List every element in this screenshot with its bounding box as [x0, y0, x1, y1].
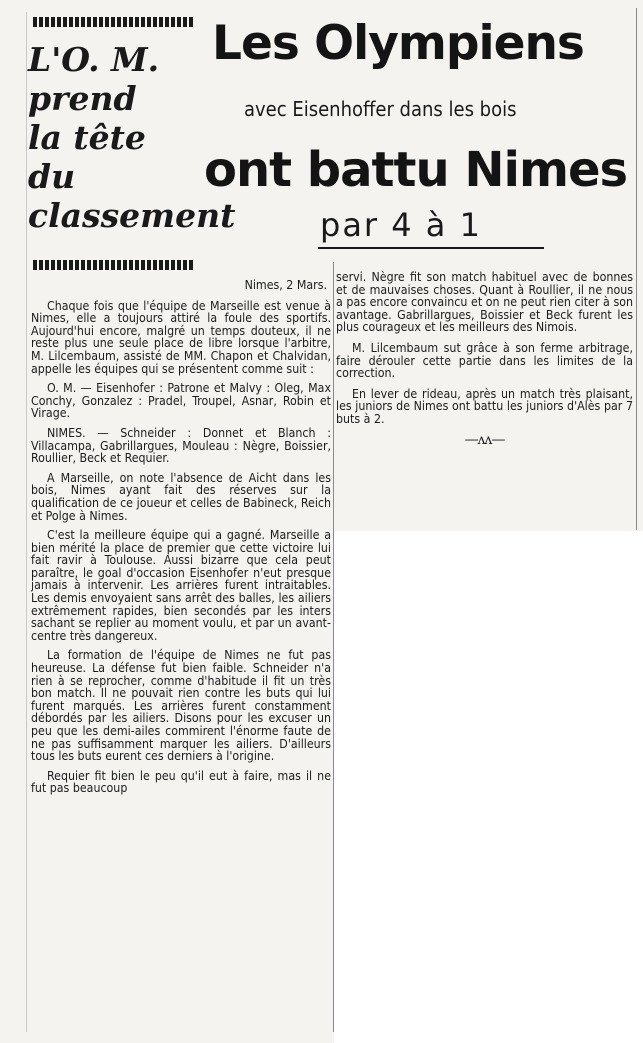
headline-subtitle: avec Eisenhoffer dans les bois — [244, 97, 517, 121]
article-column-right — [336, 271, 633, 446]
side-headline — [28, 40, 236, 235]
article-paragraph: La formation de l'équipe de Nimes ne fut pas heureuse. La défense fut bien faible. Schneider n'a rien à se reprocher, comme d'habitude il fit un très bon match. Il ne pouvait rien contre les buts qui lui furent marqués. Les arrières furent constamment débordés par les ailiers. Disons pour les excuser un peu que les demi-ailes commirent l'énorme faute de ne pas suffisamment marquer les ailiers. D'ailleurs tous les buts eurent ces derniers à l'origine. — [31, 648, 331, 764]
article-paragraph: En lever de rideau, après un match très plaisant, les juniors de Nimes ont battu les juniors d'Alès par 7 buts à 2. — [336, 386, 633, 426]
article-column-left — [31, 279, 331, 802]
article-paragraph: Chaque fois que l'équipe de Marseille est venue à Nimes, elle a toujours attiré la foule des sportifs. Aujourd'hui encore, malgré un temps douteux, il ne reste plus une seule place de libre lorsque l'arbitre, M. Lilcembaum, assisté de MM. Chapon et Chalvidan, appelle les équipes qui se présentent comme suit : — [31, 298, 331, 376]
left-edge-line — [26, 12, 27, 1032]
article-paragraph: NIMES. — Schneider : Donnet et Blanch : Villacampa, Gabrillargues, Mouleau : Nègre, Boissier, Roullier, Beck et Requier. — [31, 425, 331, 466]
end-mark: —ʌʌ— — [464, 431, 505, 448]
side-headline-line: L'O. M. — [28, 40, 160, 79]
dateline: Nimes, 2 Mars. — [244, 278, 327, 292]
article-paragraph: O. M. — Eisenhofer : Patrone et Malvy : Oleg, Max Conchy, Gonzalez : Pradel, Troupel, Asnar, Robin et Virage. — [31, 381, 331, 421]
right-edge-line — [636, 8, 637, 530]
article-paragraph: C'est la meilleure équipe qui a gagné. Marseille a bien mérité la place de premier que cette victoire lui fait ravir à Toulouse. Aussi bizarre que cela peut paraître, le goal d'occasion Eisenhofer n'eut presque jamais à intervenir. Les arrières furent intraitables. Les demis envoyaient sans arrêt des balles, les ailiers extrêmement rapides, bien secondés par les inters sachant se replier au moment voulu, et par un avant-centre très dangereux. — [31, 528, 331, 643]
blank-area — [334, 531, 643, 1043]
side-headline-line: du — [28, 157, 76, 196]
main-headline: Les Olympiens — [212, 16, 584, 71]
article-paragraph: A Marseille, on note l'absence de Aicht dans les bois, Nimes ayant fait des réserves sur la qualification de ce joueur et celles de Babineck, Reich et Polge à Nimes. — [31, 470, 331, 523]
main-headline-second-line: ont battu Nimes — [204, 142, 628, 198]
article-paragraph: servi. Nègre fit son match habituel avec de bonnes et de mauvaises choses. Quant à Roullier, il ne nous a pas encore convaincu et on ne peut rien citer à son avantage. Gabrillargues, Boissier et Beck furent les plus courageux et les meilleurs des Nimois. — [336, 270, 633, 335]
side-headline-line: prend — [28, 79, 137, 118]
bottom-rule-strip — [33, 260, 194, 270]
article-paragraph: M. Lilcembaum sut grâce à son ferme arbitrage, faire dérouler cette partie dans les limites de la correction. — [336, 340, 633, 381]
side-headline-line: classement — [28, 196, 236, 235]
score-underline — [318, 247, 544, 249]
side-headline-line: la tête — [28, 118, 146, 157]
score-line: par 4 à 1 — [320, 206, 482, 244]
top-rule-strip — [33, 17, 194, 27]
article-paragraph: Requier fit bien le peu qu'il eut à faire, mas il ne fut pas beaucoup — [31, 768, 331, 796]
